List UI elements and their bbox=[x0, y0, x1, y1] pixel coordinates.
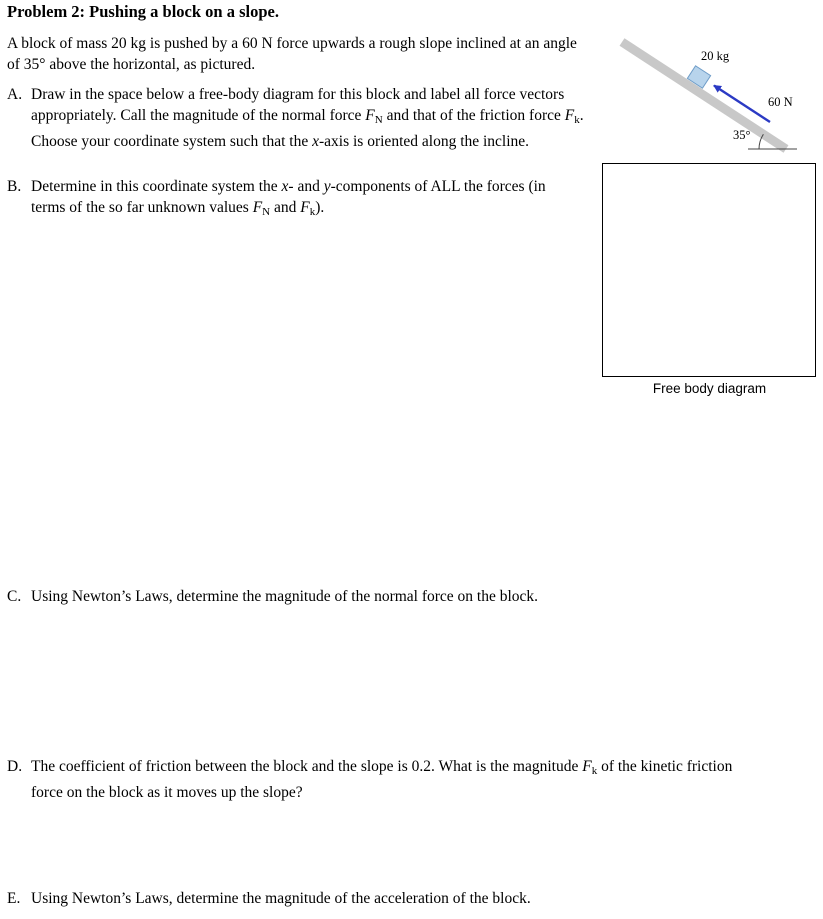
part-E bbox=[7, 888, 799, 909]
part-A bbox=[7, 84, 603, 152]
part-C-text: Using Newton’s Laws, determine the magnitude of the normal force on the block. bbox=[31, 588, 539, 605]
incline-diagram bbox=[600, 38, 823, 158]
part-D-text: The coefficient of friction between the block and the slope is 0.2. What is the magnitude $F_k$ of the kinetic friction force on the block as it moves up the slope? bbox=[31, 758, 733, 801]
part-B bbox=[7, 176, 583, 223]
part-E-text: Using Newton’s Laws, determine the magnitude of the acceleration of the block. bbox=[31, 890, 531, 907]
angle-label: 35° bbox=[733, 128, 751, 142]
free-body-diagram-box bbox=[602, 163, 816, 377]
force-label: 60 N bbox=[768, 95, 793, 109]
free-body-diagram-caption: Free body diagram bbox=[652, 381, 767, 396]
part-D-label: D. bbox=[7, 758, 23, 775]
part-C-label: C. bbox=[7, 588, 22, 605]
part-B-text: Determine in this coordinate system the x- and y-components of ALL the forces (in terms of the so far unknown values $F_N$ and $F_k$). bbox=[31, 178, 546, 218]
part-A-text: Draw in the space below a free-body diagram for this block and label all force vectors appropriately. Call the magnitude of the normal force $F_N$ and that of the friction force $F_k$. Choose your coordinate system such that the x-axis is oriented along the incline. bbox=[31, 86, 584, 150]
mass-label: 20 kg bbox=[701, 49, 730, 63]
intro-paragraph: A block of mass 20 kg is pushed by a 60 N force upwards a rough slope inclined at an angle of 35° above the horizontal, as pictured. bbox=[7, 35, 577, 73]
part-D bbox=[7, 756, 765, 803]
part-E-label: E. bbox=[7, 890, 21, 907]
part-B-label: B. bbox=[7, 178, 22, 195]
part-A-label: A. bbox=[7, 86, 23, 103]
problem-title: Problem 2: Pushing a block on a slope. bbox=[7, 2, 279, 21]
part-C bbox=[7, 586, 799, 607]
